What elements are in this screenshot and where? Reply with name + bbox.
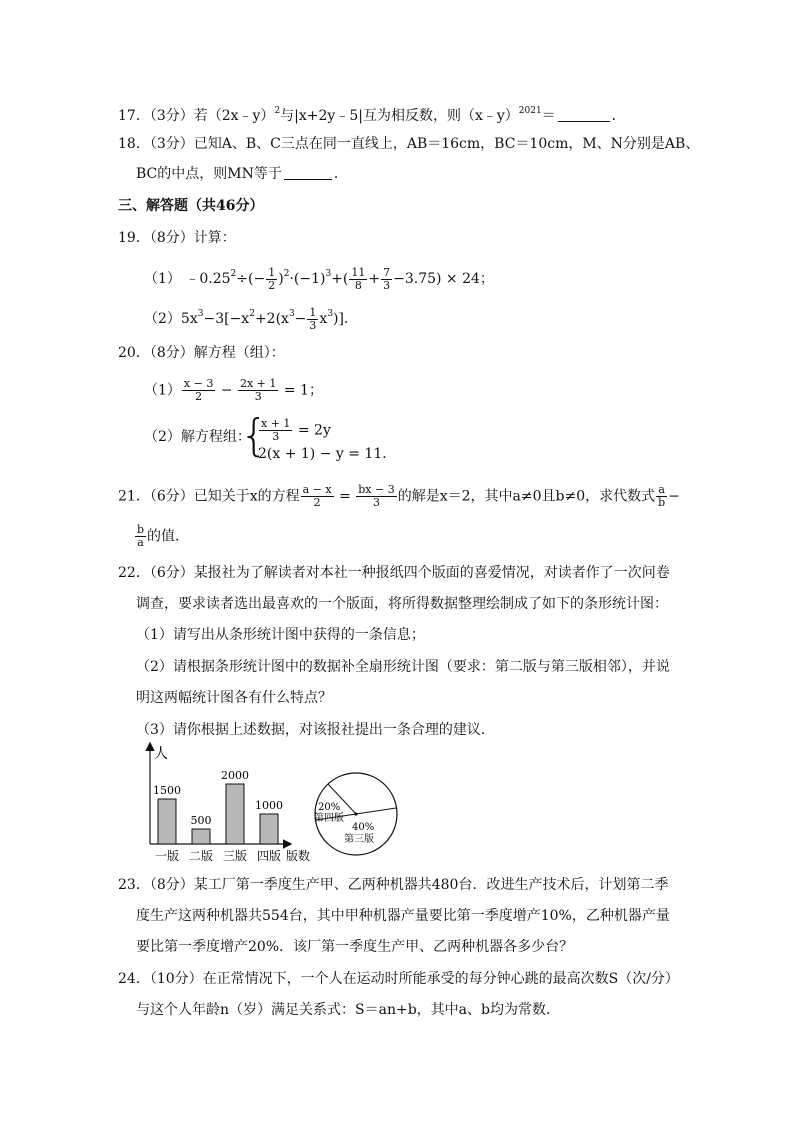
q21-frac4: $\frac{b}{a}$ <box>137 523 145 549</box>
q20-eq2 <box>258 444 396 464</box>
q19-p2-sup: 3 <box>197 309 204 319</box>
q20-part1 <box>144 378 323 403</box>
bar-2 <box>192 829 210 844</box>
q19-p1-sup2: 2 <box>283 269 290 279</box>
q19-p2-d: − <box>294 311 307 327</box>
q19-p1-d: ·(−1) <box>289 271 326 287</box>
q19-p1-frac3: $\frac{7}{3}$ <box>383 265 391 292</box>
bar-value-label-3: 2000 <box>221 769 249 782</box>
q19-p1-c: ) <box>278 271 284 287</box>
q19-p2-e: x <box>319 311 328 327</box>
section-title: 三、解答题（共46分） <box>118 198 264 214</box>
question-20-title: 20．（8分）解方程（组）： <box>118 345 285 361</box>
q19-p1-a: ﹣0.25 <box>185 271 231 287</box>
q20-part2-label: （2）解方程组： <box>144 429 251 445</box>
q19-p1-label: （1） <box>144 271 181 287</box>
y-axis-label: 人 <box>154 746 168 762</box>
question-22-line2: 调查，要求读者选出最喜欢的一个版面，将所得数据整理绘制成了如下的条形统计图： <box>136 596 668 612</box>
q20-eq1-rhs: = 2y <box>297 422 331 439</box>
q19-p1-b: ÷(− <box>236 271 266 287</box>
q21-end: 的值． <box>147 528 190 545</box>
q20-brace: { <box>240 410 268 461</box>
q17-sup: 2 <box>274 106 281 116</box>
q19-p2-sup2: 2 <box>249 309 255 319</box>
question-21 <box>118 484 680 509</box>
q19-p1-sup: 2 <box>230 269 237 279</box>
q20-p1-end: = 1； <box>283 382 323 399</box>
q19-p1-f: + <box>368 271 381 287</box>
pie-slice-3-label: 第三版 <box>344 834 374 845</box>
q20-p1-frac1: $\frac{x - 3}{2}$ <box>183 377 214 403</box>
q20-eq2-end: ． <box>382 446 397 462</box>
pie-chart <box>310 768 402 860</box>
q20-eq1-frac: $\frac{x + 1}{3}$ <box>261 417 291 443</box>
question-18-line2 <box>136 164 348 184</box>
q17-eq: ＝ <box>541 108 556 124</box>
bar-category-label-1: 一版 <box>154 849 180 863</box>
q19-p2-b: −3[−x <box>203 311 250 327</box>
q17-text-a: 17．（3分）若（2x﹣y） <box>118 108 275 124</box>
q20-p1-minus: − <box>220 382 233 399</box>
q21-frac3: $\frac{a}{b}$ <box>658 483 666 509</box>
q19-p2-a: 5x <box>180 311 198 327</box>
pie-slice-4-label: 第四版 <box>314 813 344 824</box>
bar-chart <box>140 738 320 868</box>
q18-answer-blank <box>284 165 332 180</box>
bar-category-label-2: 二版 <box>188 849 214 863</box>
q21-frac2: $\frac{bx - 3}{3}$ <box>358 483 395 509</box>
q19-p1-frac1: $\frac{1}{2}$ <box>268 265 276 292</box>
q20-eq2-text: 2(x + 1) − y = 11 <box>258 446 383 462</box>
question-22-sub2a: （2）请根据条形统计图中的数据补全扇形统计图（要求：第二版与第三版相邻），并说 <box>136 659 670 675</box>
question-21-line2 <box>134 524 189 549</box>
question-24-line2: 与这个人年龄n（岁）满足关系式：S＝an+b，其中a、b均为常数． <box>136 1002 560 1018</box>
bar-value-label-1: 1500 <box>153 784 181 797</box>
question-23-line3: 要比第一季度增产20%．该厂第一季度生产甲、乙两种机器各多少台？ <box>136 939 574 955</box>
pie-center <box>354 812 357 815</box>
question-19-title: 19．（8分）计算： <box>118 230 236 246</box>
x-axis-label: 版数 <box>286 849 311 863</box>
question-22-sub2b: 明这两幅统计图各有什么特点？ <box>136 690 332 706</box>
q19-part2 <box>144 304 358 332</box>
q21-frac1: $\frac{a - x}{2}$ <box>302 483 332 509</box>
q21-eq: = <box>339 488 351 505</box>
q20-eq1 <box>258 418 331 443</box>
q17-sup2: 2021 <box>518 106 542 116</box>
pie-slice-4-pct: 20% <box>318 802 341 813</box>
question-17 <box>118 101 626 126</box>
q19-p2-f: )]． <box>333 311 358 327</box>
q17-answer-blank <box>558 107 610 122</box>
q17-text-b: 与|x+2y﹣5|互为相反数，则（x﹣y） <box>280 108 519 124</box>
bar-3 <box>226 784 244 844</box>
q19-p1-sup3: 3 <box>325 269 332 279</box>
q19-p2-sup4: 3 <box>327 309 334 319</box>
question-24-line1: 24．（10分）在正常情况下，一个人在运动时所能承受的每分钟心跳的最高次数S（次/分） <box>118 971 679 987</box>
bar-category-label-3: 三版 <box>222 849 248 863</box>
q21-text-a: 21．（6分）已知关于x的方程 <box>118 488 300 505</box>
q21-text-b: 的解是x＝2，其中a≠0且b≠0，求代数式 <box>397 488 656 505</box>
q19-part1 <box>144 264 494 292</box>
q18-end: ． <box>333 166 348 182</box>
q19-p2-c: +2(x <box>254 311 289 327</box>
question-23-line2: 度生产这两种机器共554台，其中甲种机器产量要比第一季度增产10%，乙种机器产量 <box>136 908 670 924</box>
q17-end: ． <box>611 108 626 124</box>
bar-value-label-4: 1000 <box>255 799 283 812</box>
q19-p2-frac: $\frac{1}{3}$ <box>309 305 317 332</box>
question-22-sub3: （3）请你根据上述数据，对该报社提出一条合理的建议． <box>136 722 495 738</box>
q19-p1-frac2: $\frac{11}{8}$ <box>351 265 366 292</box>
question-18-line1: 18．（3分）已知A、B、C三点在同一直线上，AB＝16cm，BC＝10cm，M、N分别是AB、 <box>118 136 700 152</box>
q19-p1-e: +( <box>331 271 349 287</box>
question-22-sub1: （1）请写出从条形统计图中获得的一条信息； <box>136 627 425 643</box>
q18-text: BC的中点，则MN等于 <box>136 166 282 182</box>
question-23-line1: 23．（8分）某工厂第一季度生产甲、乙两种机器共480台．改进生产技术后，计划第二季 <box>118 877 669 893</box>
bar-4 <box>260 814 278 844</box>
pie-divider-3 <box>356 808 396 814</box>
bar-category-label-4: 四版 <box>256 849 282 863</box>
q19-p1-g: −3.75) × 24； <box>393 271 494 287</box>
q19-p2-sup3: 3 <box>288 309 295 319</box>
bar-value-label-2: 500 <box>190 814 212 827</box>
q19-p2-label: （2） <box>144 311 181 327</box>
question-22-line1: 22．（6分）某报社为了解读者对本社一种报纸四个版面的喜爱情况，对读者作了一次问卷 <box>118 565 670 581</box>
bar-1 <box>158 799 176 844</box>
q20-p1-frac2: $\frac{2x + 1}{3}$ <box>239 377 277 403</box>
q21-minus: − <box>668 488 680 505</box>
pie-slice-3-pct: 40% <box>352 822 375 833</box>
q20-p1-label: （1） <box>144 382 181 399</box>
